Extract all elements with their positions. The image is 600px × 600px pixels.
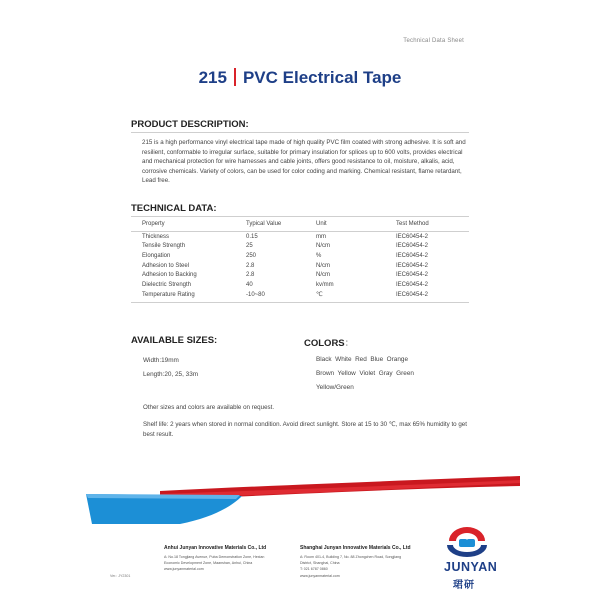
property-cell: Tensile Strength: [142, 243, 186, 250]
section-divider: [131, 132, 469, 133]
colors-line: Yellow/Green: [316, 384, 354, 391]
method-cell: IEC60454-2: [396, 272, 429, 279]
unit-cell: %: [316, 252, 322, 259]
unit-cell: N/cm: [316, 243, 330, 250]
company-website[interactable]: www.junyanmaterial.com: [300, 573, 340, 578]
method-cell: IEC60454-2: [396, 243, 429, 250]
other-options-note: Other sizes and colors are available on request.: [143, 404, 275, 411]
column-header: Test Method: [396, 218, 469, 232]
product-description-text: 215 is a high performance vinyl electrical tape made of high quality PVC film coated with strong adhesive. It is soft and resilient, conformable to irregular surface, suitable for primary insulation for splices up to 600 volts, provides electrical and mechanical protection for wire harnesses and cable joints, offers good resistance to oil, moisture, alkalis, acid, corrosive chemicals. Variety of colors, can be used for color coding and marking. Chemical resistant, flame retardant, Lead free.: [142, 139, 466, 185]
table-row: [131, 242, 469, 252]
method-cell: IEC60454-2: [396, 281, 429, 288]
logo-wordmark: JUNYAN: [444, 560, 498, 574]
value-cell: 2.8: [246, 272, 255, 279]
property-cell: Elongation: [142, 252, 171, 259]
technical-data-heading: TECHNICAL DATA:: [131, 203, 217, 214]
unit-cell: kv/mm: [316, 281, 334, 288]
value-cell: 250: [246, 252, 257, 259]
colors-line: Black White Red Blue Orange: [316, 356, 408, 363]
available-sizes-heading: AVAILABLE SIZES:: [131, 335, 218, 346]
property-cell: Adhesion to Backing: [142, 272, 197, 279]
unit-cell: N/cm: [316, 262, 330, 269]
property-cell: Dielectric Strength: [142, 281, 192, 288]
method-cell: IEC60454-2: [396, 233, 429, 240]
colors-line: Brown Yellow Violet Gray Green: [316, 370, 414, 377]
table-row: [131, 232, 469, 242]
table-row: [131, 280, 469, 290]
method-cell: IEC60454-2: [396, 262, 429, 269]
document-type-label: Technical Data Sheet: [403, 38, 464, 44]
unit-cell: mm: [316, 233, 326, 240]
technical-data-table: [131, 218, 469, 303]
company-name: Shanghai Junyan Innovative Materials Co., Ltd: [300, 545, 411, 551]
column-header: Unit: [316, 218, 396, 232]
table-header-row: [131, 218, 469, 232]
company-address: District, Shanghai, China: [300, 561, 340, 566]
shelf-life-note: Shelf life: 2 years when stored in normal condition. Avoid direct sunlight. Store at 15 to 30 ℃, max 65% humidity to get best result.: [143, 421, 467, 438]
colors-heading: [304, 335, 354, 349]
value-cell: 25: [246, 243, 253, 250]
value-cell: 2.8: [246, 262, 255, 269]
product-number: 215: [198, 68, 227, 87]
length-text: Length:20, 25, 33m: [143, 371, 199, 378]
title-divider: [234, 68, 236, 86]
method-cell: IEC60454-2: [396, 290, 469, 303]
method-cell: IEC60454-2: [396, 252, 429, 259]
company-address: A: No.18 Tongjiang Avenue, Puba Demonstration Zone, Hexian: [164, 555, 265, 559]
company-name: Anhui Junyan Innovative Materials Co., Ltd: [164, 545, 267, 551]
property-cell: Thickness: [142, 233, 170, 240]
table-row: [131, 270, 469, 280]
table-row: [131, 261, 469, 271]
column-header: Property: [131, 218, 246, 232]
property-cell: Temperature Rating: [131, 290, 246, 303]
property-cell: Adhesion to Steel: [142, 262, 190, 269]
document-title: [0, 68, 600, 88]
version-label: Ver.: JY2301: [110, 574, 131, 578]
product-description-heading: PRODUCT DESCRIPTION:: [131, 119, 249, 130]
logo-chinese-name: 珺研: [453, 580, 475, 591]
company-block-shanghai: [300, 545, 430, 579]
width-text: Width:19mm: [143, 357, 179, 364]
company-address: A: Room 401-4, Building 7, No. 88 Zhongchen Road, Songjiang: [300, 555, 402, 559]
unit-cell: N/cm: [316, 272, 330, 279]
product-name: PVC Electrical Tape: [242, 68, 402, 87]
junyan-logo-icon: [445, 525, 489, 559]
company-block-anhui: [164, 545, 294, 573]
value-cell: -10~80: [246, 290, 316, 303]
colors-list: [316, 353, 476, 395]
value-cell: 0.15: [246, 233, 258, 240]
sizes-list: [143, 354, 198, 382]
company-address: Economic Development Zone, Maanshan, Anhui, China: [164, 561, 253, 566]
company-phone: T: 021 6787 0860: [300, 567, 328, 572]
footer-swoosh-graphic: [0, 474, 600, 534]
column-header: Typical Value: [246, 218, 316, 232]
unit-cell: ℃: [316, 290, 396, 303]
section-divider: [131, 216, 469, 217]
colors-heading-text: COLORS: [304, 338, 345, 349]
table-row: [131, 290, 469, 303]
colors-heading-colon: ：: [344, 338, 355, 349]
value-cell: 40: [246, 281, 253, 288]
company-website[interactable]: www.junyanmaterial.com: [164, 567, 204, 572]
table-row: [131, 251, 469, 261]
